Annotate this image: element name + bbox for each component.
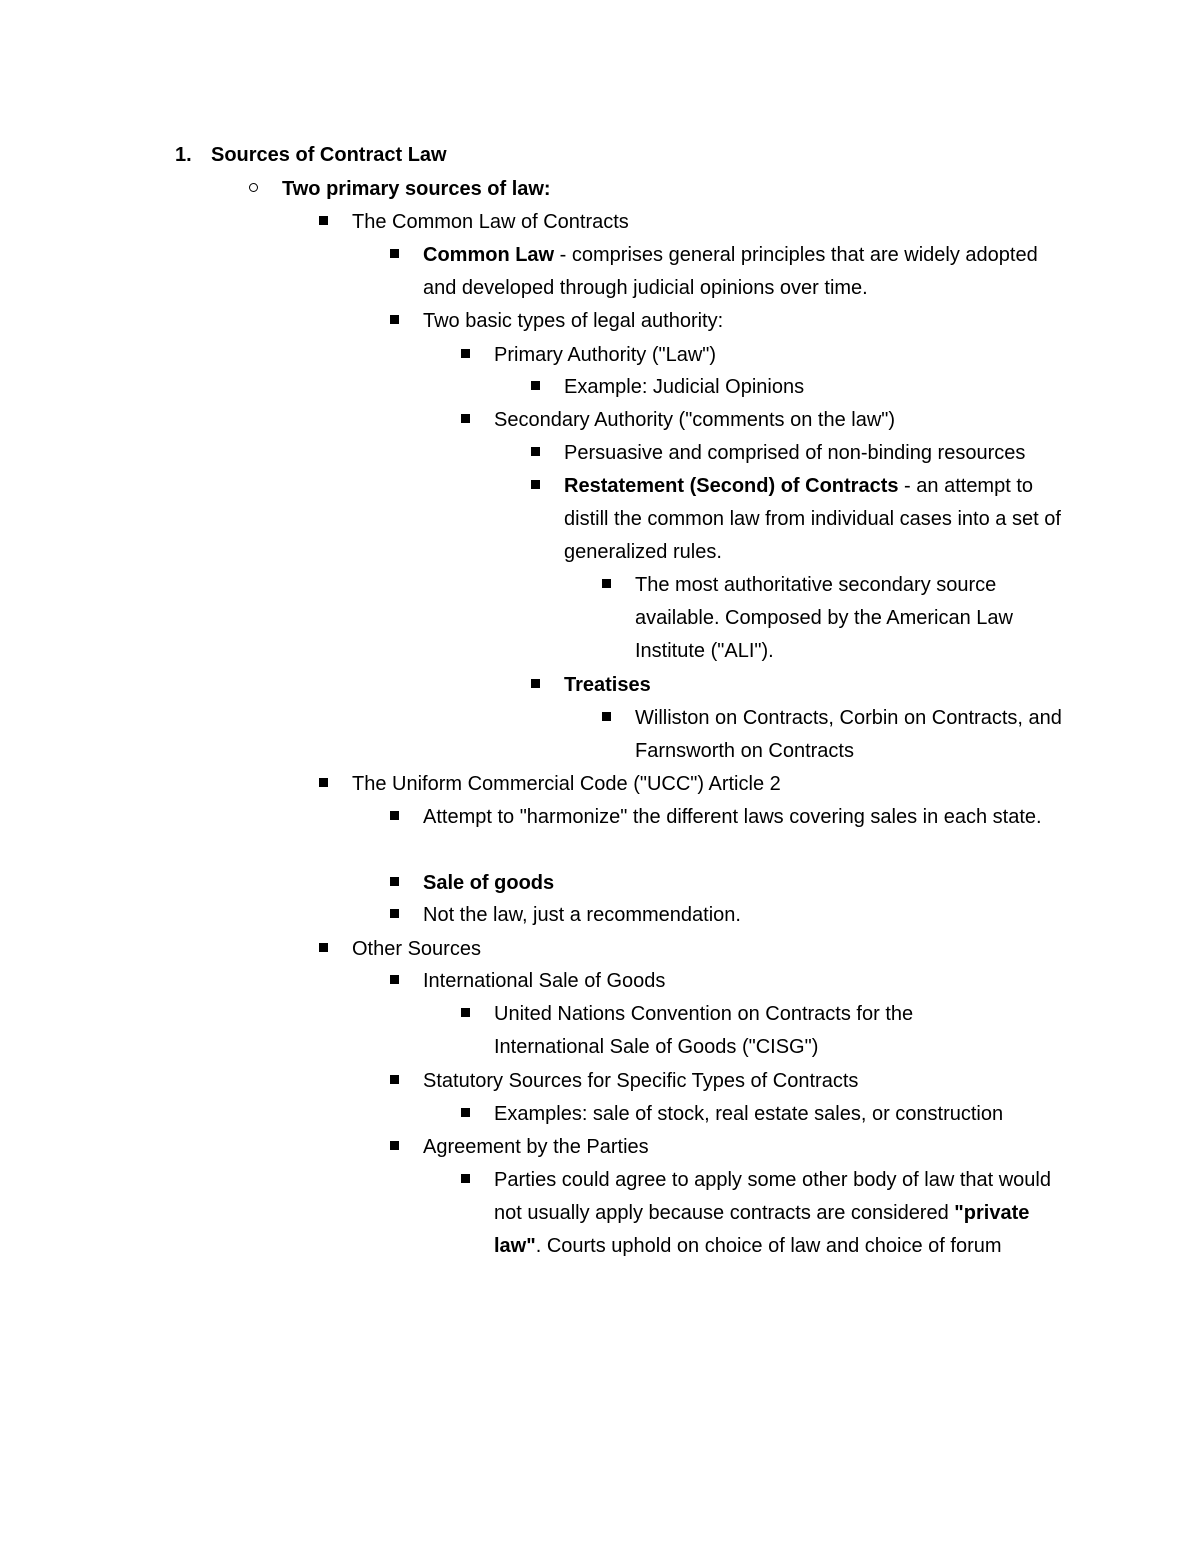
- term-bold: Restatement (Second) of Contracts: [564, 475, 899, 497]
- square-bullet-icon: [531, 470, 540, 503]
- term-definition: - comprises general principles that are widely adopted and developed through judicial opinions over time.: [423, 244, 1038, 299]
- list-item-l6: [564, 437, 1084, 470]
- term-bold: Common Law: [423, 244, 555, 266]
- list-item-text: Example: Judicial Opinions: [564, 376, 805, 398]
- heading-1: [175, 139, 1061, 172]
- list-item-l6: [564, 371, 1064, 404]
- square-bullet-icon: [390, 899, 399, 932]
- list-item-l3: [352, 768, 1062, 801]
- list-item-l2: [282, 173, 1062, 206]
- square-bullet-icon: [461, 404, 470, 437]
- list-item-l4: [423, 801, 1048, 834]
- list-item-text: [423, 239, 1043, 305]
- list-item-text: Statutory Sources for Specific Types of Contracts: [423, 1070, 859, 1092]
- list-item-l7: [635, 702, 1065, 768]
- hollow-circle-bullet-icon: [249, 173, 258, 206]
- heading-title: Sources of Contract Law: [211, 144, 447, 166]
- square-bullet-icon: [602, 569, 611, 602]
- list-item-l4: [423, 305, 1063, 338]
- list-item-l3: [352, 206, 1062, 239]
- square-bullet-icon: [390, 965, 399, 998]
- square-bullet-icon: [461, 339, 470, 372]
- list-item-l4: [423, 1065, 1063, 1098]
- square-bullet-icon: [390, 801, 399, 834]
- term-bold: "private law": [494, 1202, 1030, 1257]
- square-bullet-icon: [531, 437, 540, 470]
- square-bullet-icon: [602, 702, 611, 735]
- square-bullet-icon: [319, 206, 328, 239]
- list-item-l4: [423, 965, 1063, 998]
- square-bullet-icon: [390, 305, 399, 338]
- list-item-text: Two basic types of legal authority:: [423, 310, 724, 332]
- text-run: Parties could agree to apply some other body of law that would not usually apply because contracts are considered: [494, 1169, 1051, 1224]
- square-bullet-icon: [390, 867, 399, 900]
- list-item-l7: [635, 569, 1055, 668]
- list-number: 1.: [175, 144, 192, 166]
- list-item-text: [564, 470, 1064, 569]
- list-item-l4: [423, 239, 1043, 305]
- list-item-text: Secondary Authority ("comments on the law"): [494, 409, 896, 431]
- list-item-l3: [352, 933, 1062, 966]
- list-item-text: The most authoritative secondary source available. Composed by the American Law Institute ("ALI").: [635, 574, 1013, 662]
- list-item-text: Attempt to "harmonize" the different laws covering sales in each state.: [423, 806, 1042, 828]
- list-item-text: Examples: sale of stock, real estate sales, or construction: [494, 1103, 1004, 1125]
- list-item-l4: [423, 1131, 1063, 1164]
- list-item-l6: [564, 470, 1064, 569]
- square-bullet-icon: [461, 998, 470, 1031]
- list-item-text: Treatises: [564, 674, 651, 696]
- list-item-l5: [494, 998, 964, 1064]
- list-item-l6: [564, 669, 1064, 702]
- list-item-text: United Nations Convention on Contracts for the International Sale of Goods ("CISG"): [494, 1003, 914, 1058]
- list-item-text: Sale of goods: [423, 872, 555, 894]
- list-item-text: The Uniform Commercial Code ("UCC") Article 2: [352, 773, 781, 795]
- square-bullet-icon: [319, 768, 328, 801]
- list-item-l4: [423, 867, 1063, 900]
- list-item-l4: [423, 899, 1063, 932]
- list-item-text: Williston on Contracts, Corbin on Contracts, and Farnsworth on Contracts: [635, 707, 1062, 762]
- list-item-l5: [494, 1164, 1064, 1263]
- list-item-text: Not the law, just a recommendation.: [423, 904, 741, 926]
- list-item-text: The Common Law of Contracts: [352, 211, 629, 233]
- text-run: . Courts uphold on choice of law and choice of forum: [535, 1235, 1002, 1257]
- list-item-l5: [494, 1098, 1094, 1131]
- square-bullet-icon: [461, 1164, 470, 1197]
- list-item-text: Primary Authority ("Law"): [494, 344, 717, 366]
- list-item-text: International Sale of Goods: [423, 970, 666, 992]
- square-bullet-icon: [390, 1131, 399, 1164]
- list-item-text: Other Sources: [352, 938, 481, 960]
- list-item-l5: [494, 404, 1064, 437]
- list-item-text: Persuasive and comprised of non-binding resources: [564, 442, 1026, 464]
- square-bullet-icon: [390, 239, 399, 272]
- square-bullet-icon: [319, 933, 328, 966]
- square-bullet-icon: [390, 1065, 399, 1098]
- square-bullet-icon: [461, 1098, 470, 1131]
- list-item-text: [494, 1164, 1064, 1263]
- list-item-text: Two primary sources of law:: [282, 178, 551, 200]
- square-bullet-icon: [531, 371, 540, 404]
- term-definition: - an attempt to distill the common law from individual cases into a set of generalized rules.: [564, 475, 1061, 563]
- square-bullet-icon: [531, 669, 540, 702]
- list-item-l5: [494, 339, 1064, 372]
- list-item-text: Agreement by the Parties: [423, 1136, 649, 1158]
